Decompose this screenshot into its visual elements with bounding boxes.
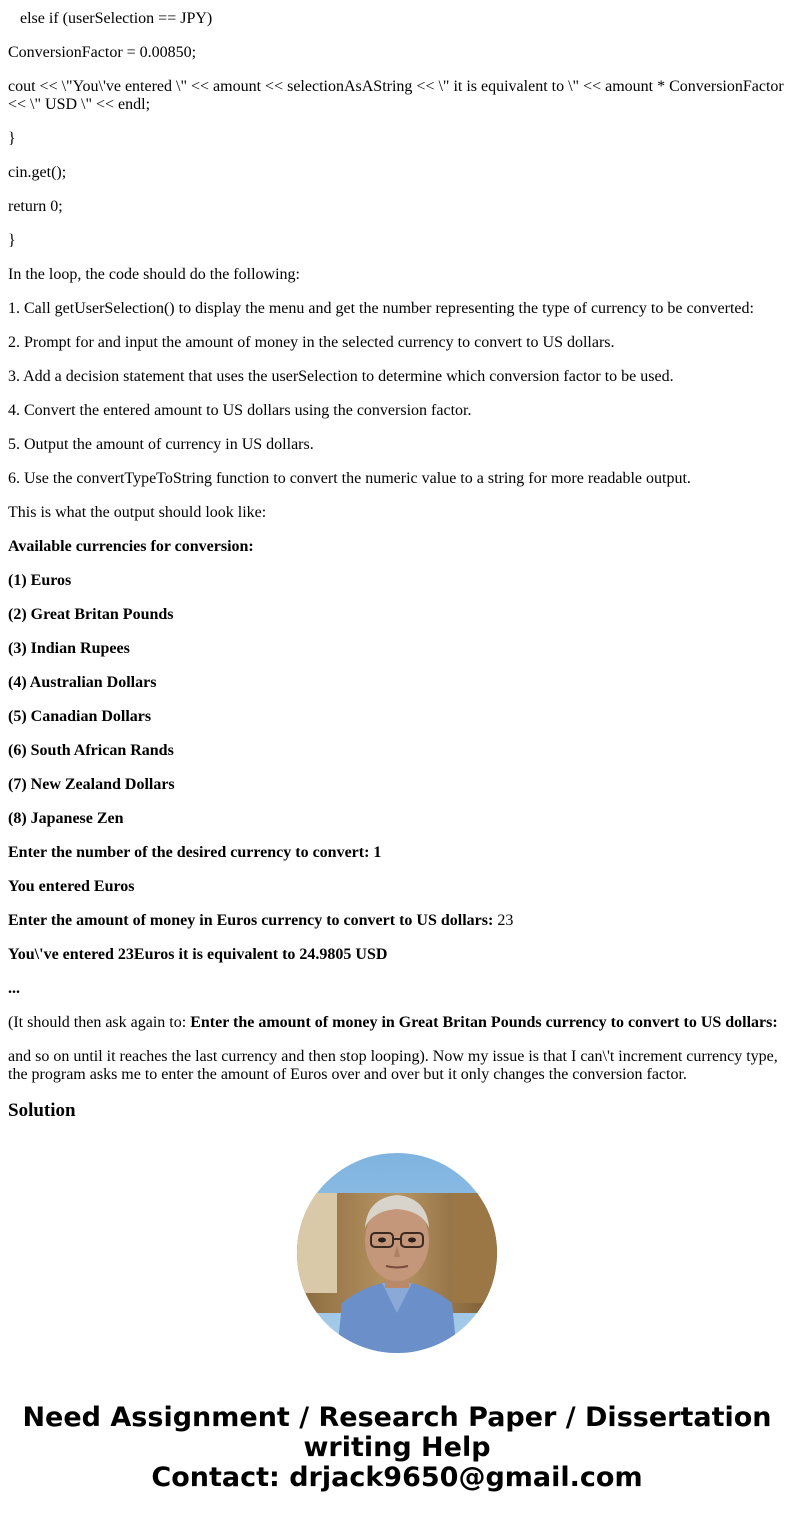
amount-value: 23 [493, 912, 514, 929]
instruction-step: 1. Call getUserSelection() to display the menu and get the number representing the type of currency to be converted: [8, 300, 754, 317]
instruction-step: 4. Convert the entered amount to US dollars using the conversion factor. [8, 402, 472, 419]
instruction-step: 3. Add a decision statement that uses the userSelection to determine which conversion factor to be used. [8, 368, 674, 385]
issue-text: and so on until it reaches the last currency and then stop looping). Now my issue is that I can\'t increment currency type, the program asks me to enter the amount of Euros over and over but it only changes the conversion factor. [8, 1048, 778, 1083]
currency-option: (6) South African Rands [8, 742, 174, 759]
currency-option: (1) Euros [8, 572, 72, 589]
currency-option: (5) Canadian Dollars [8, 708, 152, 725]
code-line: cout << \"You\'ve entered \" << amount << selectionAsAString << \" it is equivalent to \" << amount * ConversionFactor << \" USD \" << endl; [8, 78, 784, 113]
footer-contact: Contact: drjack9650@gmail.com [151, 1462, 643, 1493]
result-line: You\'ve entered 23Euros it is equivalent to 24.9805 USD [8, 946, 388, 963]
sample-output-header: Available currencies for conversion: [8, 538, 254, 555]
currency-option: (8) Japanese Zen [8, 810, 124, 827]
code-line: ConversionFactor = 0.00850; [8, 44, 197, 61]
instruction-step: 6. Use the convertTypeToString function to convert the numeric value to a string for more readable output. [8, 470, 691, 487]
instructions-intro: In the loop, the code should do the following: [8, 266, 300, 283]
amount-prompt: Enter the amount of money in Euros currency to convert to US dollars: [8, 912, 494, 929]
code-line: } [8, 232, 16, 249]
author-avatar [297, 1153, 497, 1353]
code-line: } [8, 130, 16, 147]
code-line: return 0; [8, 198, 63, 215]
footer-line: writing Help [303, 1432, 491, 1463]
currency-option: (4) Australian Dollars [8, 674, 157, 691]
contact-footer [0, 1403, 794, 1493]
code-line: else if (userSelection == JPY) [20, 10, 213, 27]
currency-option: (3) Indian Rupees [8, 640, 130, 657]
solution-heading: Solution [8, 1100, 76, 1121]
paren-text: (It should then ask again to: [8, 1014, 191, 1031]
footer-line: Need Assignment / Research Paper / Dissertation [22, 1402, 772, 1433]
currency-option: (2) Great Britan Pounds [8, 606, 174, 623]
currency-prompt: Enter the number of the desired currency to convert: 1 [8, 844, 382, 861]
instruction-step: 5. Output the amount of currency in US dollars. [8, 436, 314, 453]
output-intro: This is what the output should look like: [8, 504, 267, 521]
paren-bold-prompt: Enter the amount of money in Great Britan Pounds currency to convert to US dollars: [190, 1014, 778, 1031]
instruction-step: 2. Prompt for and input the amount of money in the selected currency to convert to US dollars. [8, 334, 615, 351]
code-line: cin.get(); [8, 164, 67, 181]
ellipsis: ... [8, 980, 20, 997]
currency-option: (7) New Zealand Dollars [8, 776, 175, 793]
entered-currency: You entered Euros [8, 878, 135, 895]
